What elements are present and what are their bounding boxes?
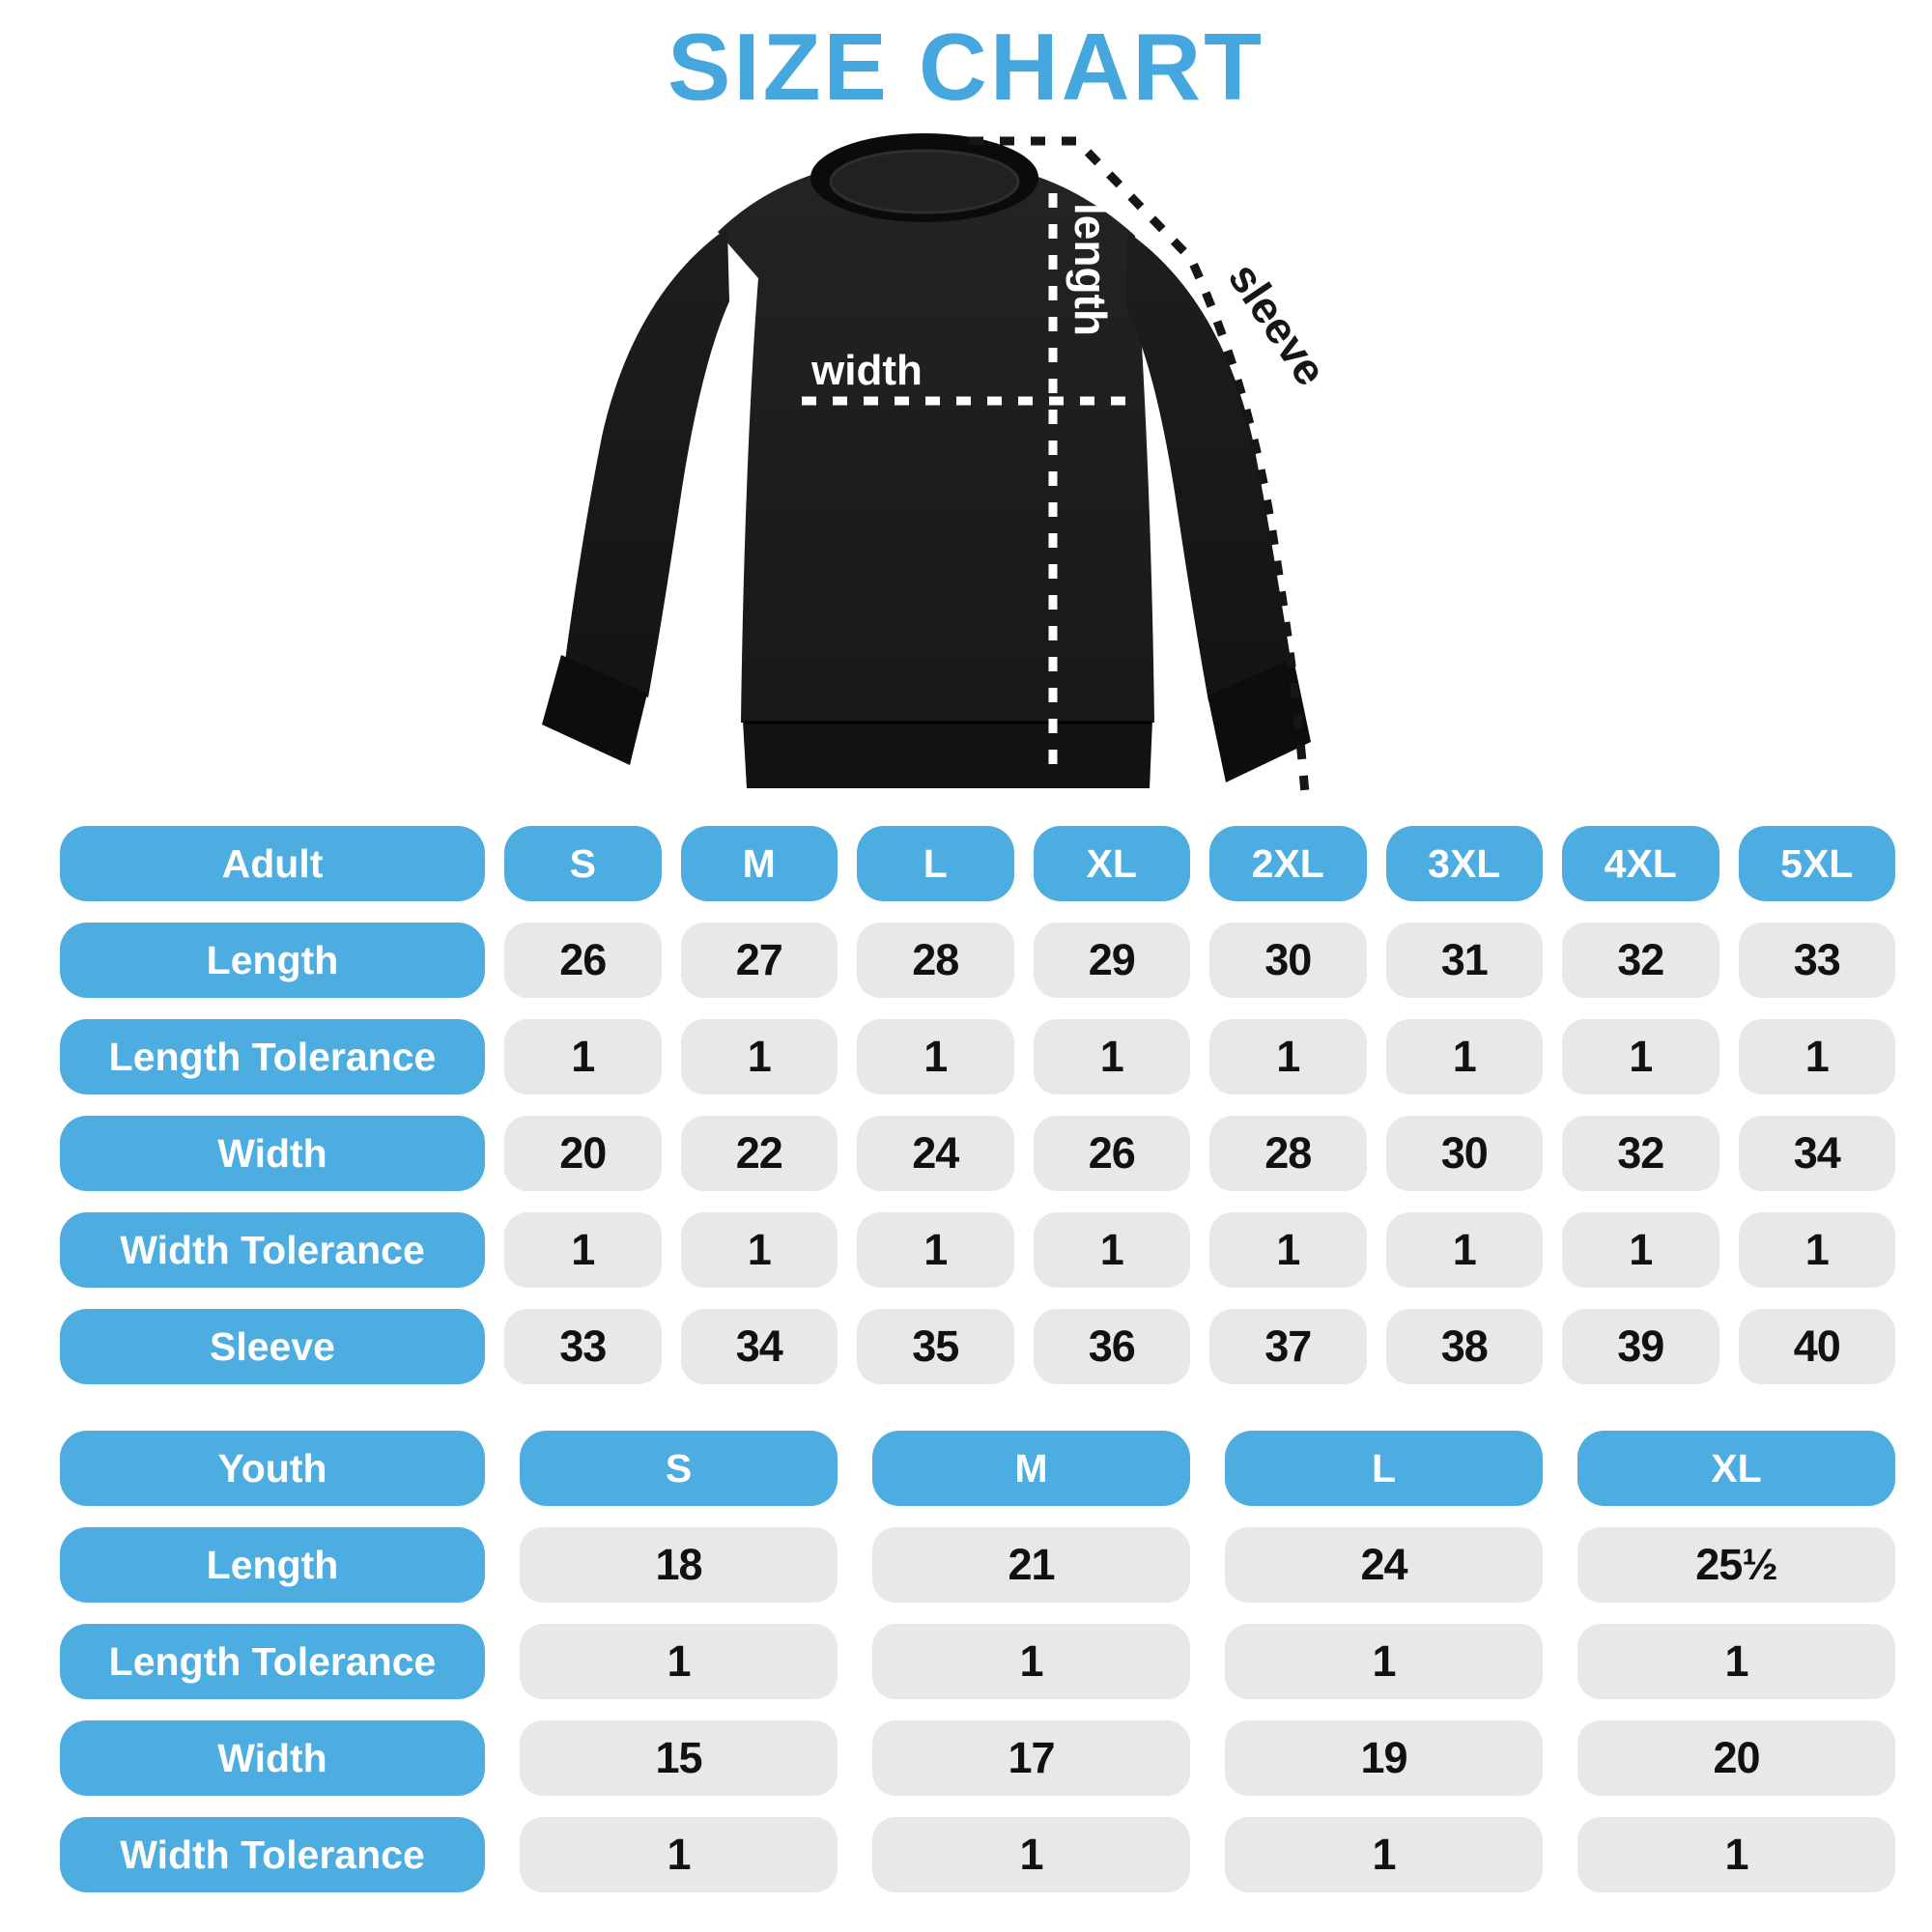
value-cell: 22 [681,1116,838,1191]
value-cell: 19 [1225,1720,1543,1796]
value-cell: 1 [1562,1019,1719,1094]
value-cell: 31 [1386,923,1544,998]
value-cell: 1 [1577,1624,1895,1699]
value-cell: 27 [681,923,838,998]
value-cell: 32 [1562,923,1719,998]
value-cell: 29 [1034,923,1191,998]
value-cell: 1 [1034,1019,1191,1094]
value-cell: 1 [520,1817,838,1892]
value-cell: 15 [520,1720,838,1796]
sleeve-label: sleeve [1218,253,1337,395]
collar-inner [831,151,1018,213]
value-cell: 32 [1562,1116,1719,1191]
row-label-pill: Width [60,1116,485,1191]
size-header-pill: 5XL [1739,826,1896,901]
value-cell: 26 [504,923,662,998]
page-title: SIZE CHART [668,14,1264,120]
sweatshirt-graphic [526,114,1338,829]
size-header-pill: 3XL [1386,826,1544,901]
value-cell: 39 [1562,1309,1719,1384]
value-cell: 18 [520,1527,838,1603]
value-cell: 1 [520,1624,838,1699]
value-cell: 1 [857,1019,1014,1094]
value-cell: 34 [681,1309,838,1384]
value-cell: 1 [1209,1212,1367,1288]
value-cell: 1 [1386,1019,1544,1094]
youth-size-table [60,1431,1895,1892]
table-title-pill: Adult [60,826,485,901]
value-cell: 20 [504,1116,662,1191]
value-cell: 1 [1739,1212,1896,1288]
value-cell: 25½ [1577,1527,1895,1603]
value-cell: 33 [504,1309,662,1384]
value-cell: 40 [1739,1309,1896,1384]
value-cell: 28 [1209,1116,1367,1191]
value-cell: 24 [1225,1527,1543,1603]
value-cell: 1 [1209,1019,1367,1094]
value-cell: 36 [1034,1309,1191,1384]
value-cell: 1 [504,1212,662,1288]
left-sleeve [565,228,729,697]
row-label-pill: Length Tolerance [60,1624,485,1699]
value-cell: 30 [1386,1116,1544,1191]
size-header-pill: M [872,1431,1190,1506]
size-header-pill: 4XL [1562,826,1719,901]
row-label-pill: Length [60,923,485,998]
value-cell: 24 [857,1116,1014,1191]
value-cell: 1 [1225,1624,1543,1699]
size-header-pill: S [520,1431,838,1506]
size-header-pill: L [857,826,1014,901]
length-label: length [1065,203,1116,336]
value-cell: 38 [1386,1309,1544,1384]
value-cell: 17 [872,1720,1190,1796]
sweatshirt-measurement-diagram [0,114,1932,814]
value-cell: 33 [1739,923,1896,998]
row-label-pill: Length [60,1527,485,1603]
size-header-pill: XL [1577,1431,1895,1506]
row-label-pill: Sleeve [60,1309,485,1384]
value-cell: 28 [857,923,1014,998]
row-label-pill: Width Tolerance [60,1817,485,1892]
table-title-pill: Youth [60,1431,485,1506]
value-cell: 1 [1577,1817,1895,1892]
value-cell: 37 [1209,1309,1367,1384]
value-cell: 1 [681,1019,838,1094]
row-label-pill: Width Tolerance [60,1212,485,1288]
value-cell: 1 [872,1624,1190,1699]
width-label: width [811,347,923,394]
sweatshirt-hem-band [743,721,1152,788]
value-cell: 20 [1577,1720,1895,1796]
size-header-pill: 2XL [1209,826,1367,901]
row-label-pill: Width [60,1720,485,1796]
size-header-pill: M [681,826,838,901]
value-cell: 1 [1386,1212,1544,1288]
value-cell: 21 [872,1527,1190,1603]
adult-size-table [60,826,1895,1384]
value-cell: 26 [1034,1116,1191,1191]
value-cell: 1 [857,1212,1014,1288]
row-label-pill: Length Tolerance [60,1019,485,1094]
size-header-pill: XL [1034,826,1191,901]
value-cell: 1 [1034,1212,1191,1288]
value-cell: 1 [504,1019,662,1094]
value-cell: 30 [1209,923,1367,998]
value-cell: 35 [857,1309,1014,1384]
size-chart-page [0,14,1932,1932]
size-header-pill: L [1225,1431,1543,1506]
size-header-pill: S [504,826,662,901]
value-cell: 34 [1739,1116,1896,1191]
value-cell: 1 [1562,1212,1719,1288]
value-cell: 1 [681,1212,838,1288]
value-cell: 1 [872,1817,1190,1892]
value-cell: 1 [1225,1817,1543,1892]
value-cell: 1 [1739,1019,1896,1094]
